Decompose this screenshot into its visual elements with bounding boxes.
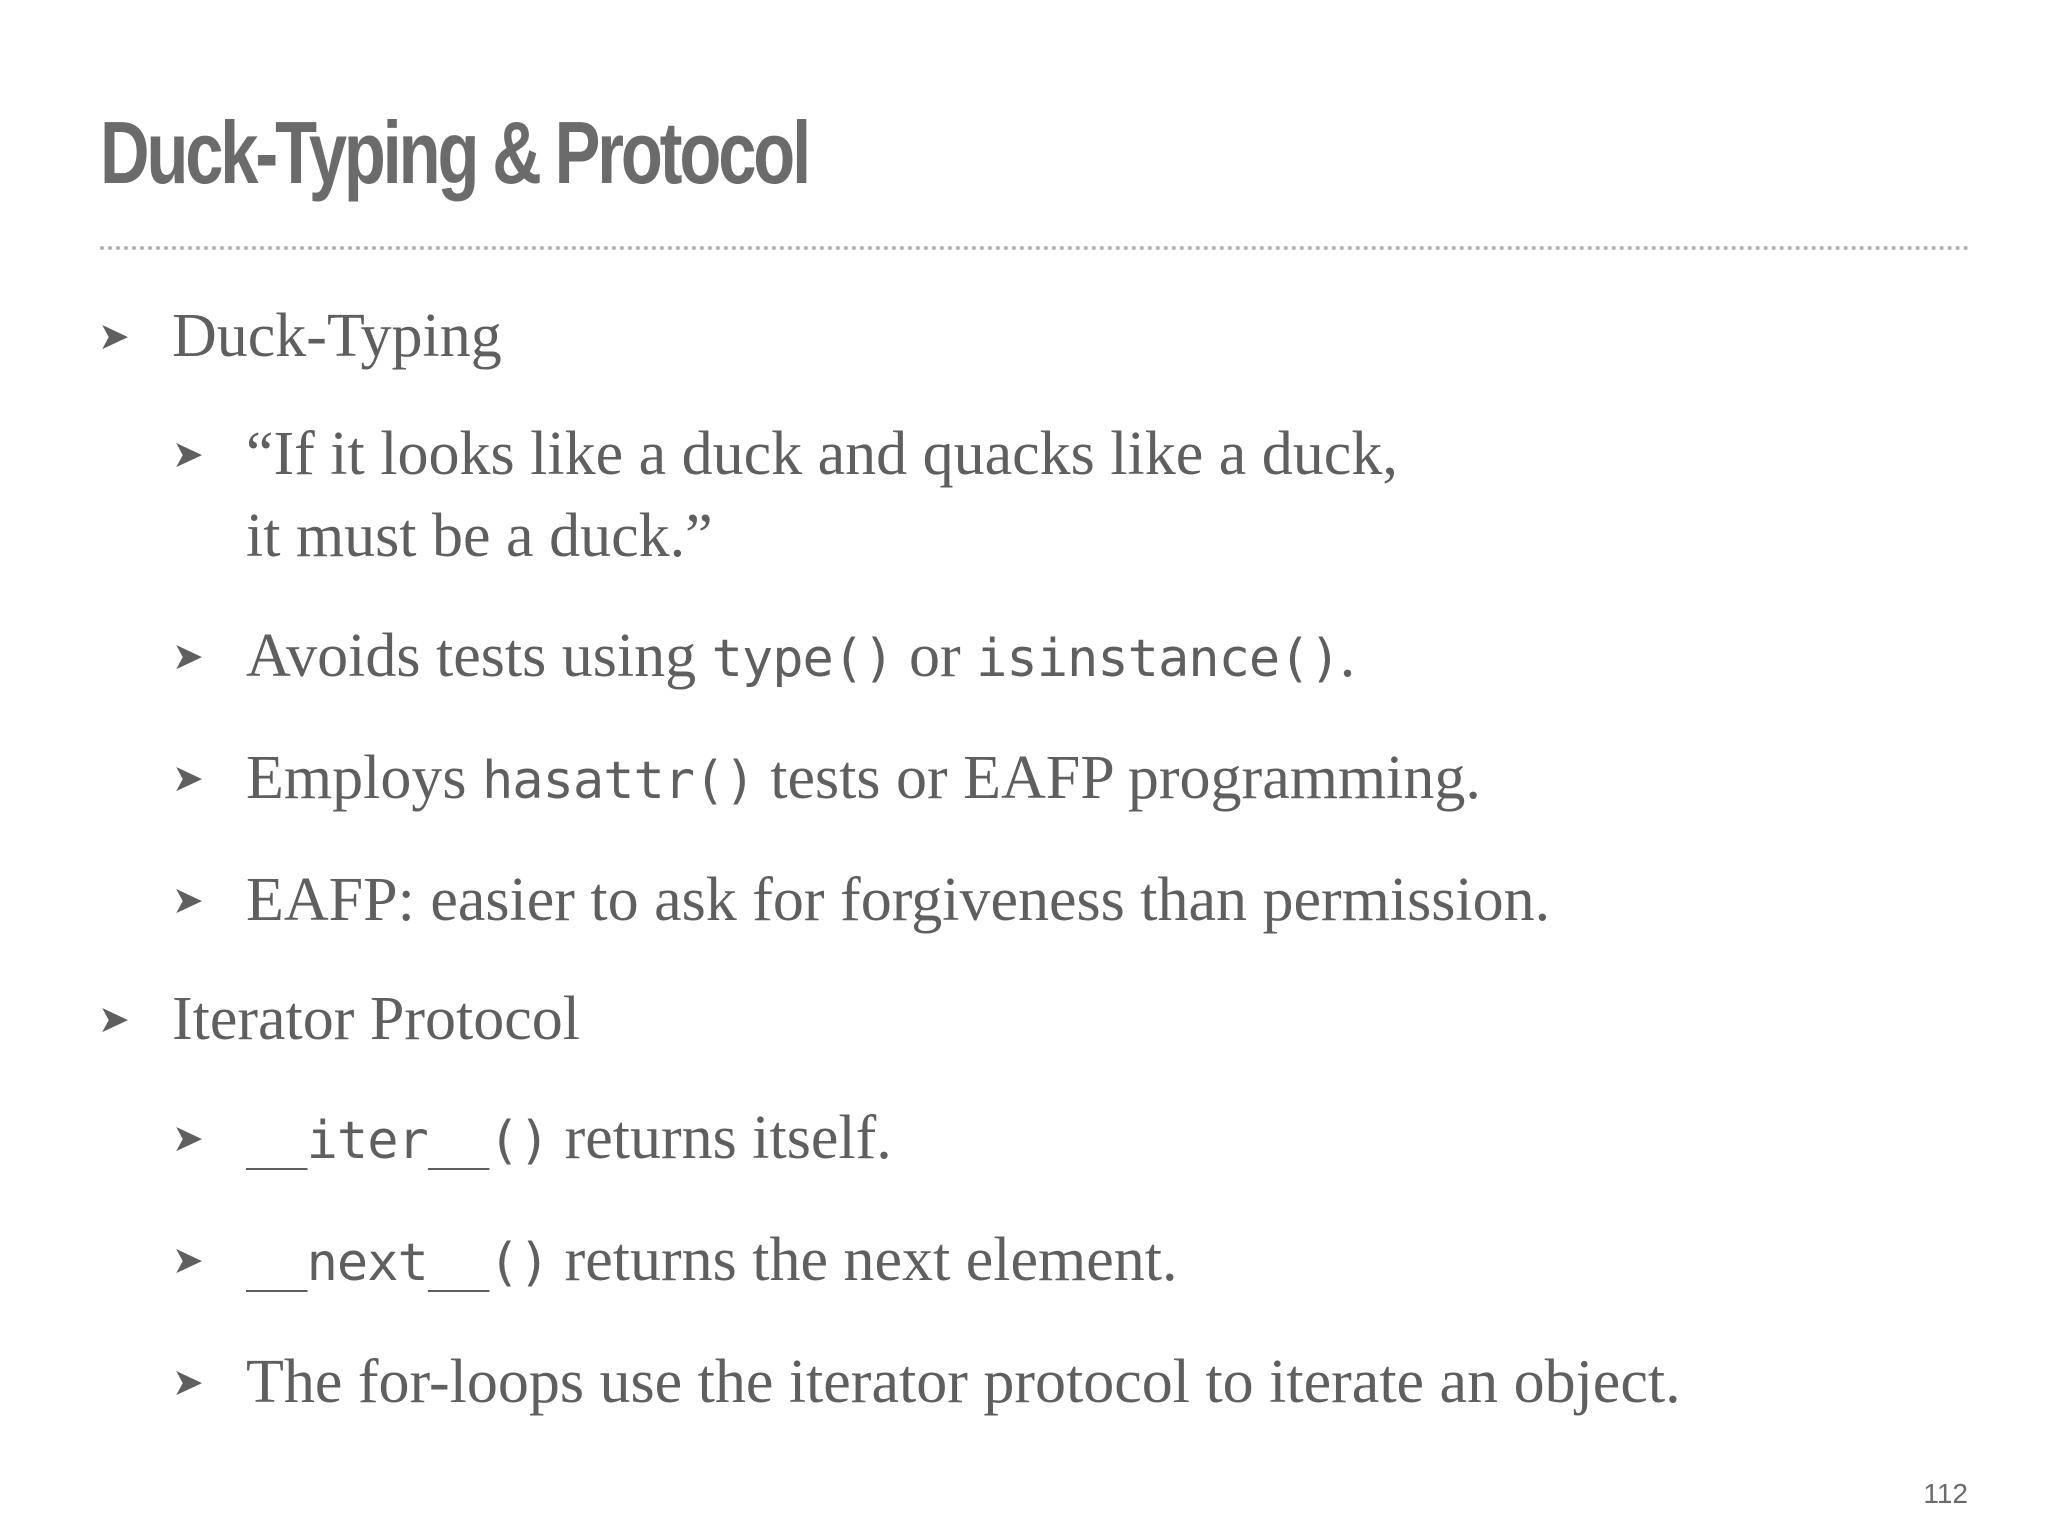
bullet-text: EAFP: easier to ask for forgiveness than permission. bbox=[246, 866, 1551, 934]
bullet-text: returns the next element. bbox=[549, 1226, 1178, 1294]
arrow-bullet-icon: ➤ bbox=[98, 314, 130, 358]
code-next: __next__() bbox=[246, 1233, 550, 1293]
bullet-text: The for-loops use the iterator protocol to iterate an object. bbox=[246, 1348, 1681, 1416]
bullet-iterator-protocol bbox=[98, 978, 581, 1060]
code-hasattr: hasattr() bbox=[481, 751, 755, 811]
page-number: 112 bbox=[1923, 1478, 1968, 1509]
bullet-text: returns itself. bbox=[549, 1104, 892, 1172]
bullet-eafp bbox=[172, 859, 1551, 941]
arrow-bullet-icon: ➤ bbox=[172, 1360, 204, 1404]
arrow-bullet-icon: ➤ bbox=[172, 1238, 204, 1282]
bullet-employs-hasattr bbox=[172, 737, 1481, 822]
arrow-bullet-icon: ➤ bbox=[172, 1116, 204, 1160]
arrow-bullet-icon: ➤ bbox=[98, 997, 130, 1041]
bullet-text: Employs bbox=[246, 744, 482, 812]
bullet-duck-typing bbox=[98, 295, 502, 377]
arrow-bullet-icon: ➤ bbox=[172, 432, 204, 476]
code-isinstance: isinstance() bbox=[976, 629, 1340, 689]
bullet-text-line2: it must be a duck.” bbox=[246, 502, 713, 570]
code-iter: __iter__() bbox=[246, 1111, 550, 1171]
bullet-for-loops bbox=[172, 1341, 1681, 1423]
arrow-bullet-icon: ➤ bbox=[172, 878, 204, 922]
bullet-avoids-tests bbox=[172, 615, 1356, 700]
bullet-text: . bbox=[1339, 622, 1356, 690]
bullet-text: or bbox=[893, 622, 977, 690]
bullet-next-method bbox=[172, 1219, 1178, 1304]
bullet-text-line1: “If it looks like a duck and quacks like a duck, bbox=[246, 420, 1398, 488]
bullet-duck-quote bbox=[172, 413, 1398, 577]
code-type: type() bbox=[711, 629, 894, 689]
bullet-text: tests or EAFP programming. bbox=[754, 744, 1481, 812]
arrow-bullet-icon: ➤ bbox=[172, 634, 204, 678]
bullet-iter-method bbox=[172, 1097, 892, 1182]
arrow-bullet-icon: ➤ bbox=[172, 756, 204, 800]
bullet-text: Duck-Typing bbox=[172, 302, 502, 370]
bullet-text: Iterator Protocol bbox=[172, 985, 581, 1053]
bullet-text: Avoids tests using bbox=[246, 622, 712, 690]
slide-title: Duck-Typing & Protocol bbox=[100, 103, 809, 202]
